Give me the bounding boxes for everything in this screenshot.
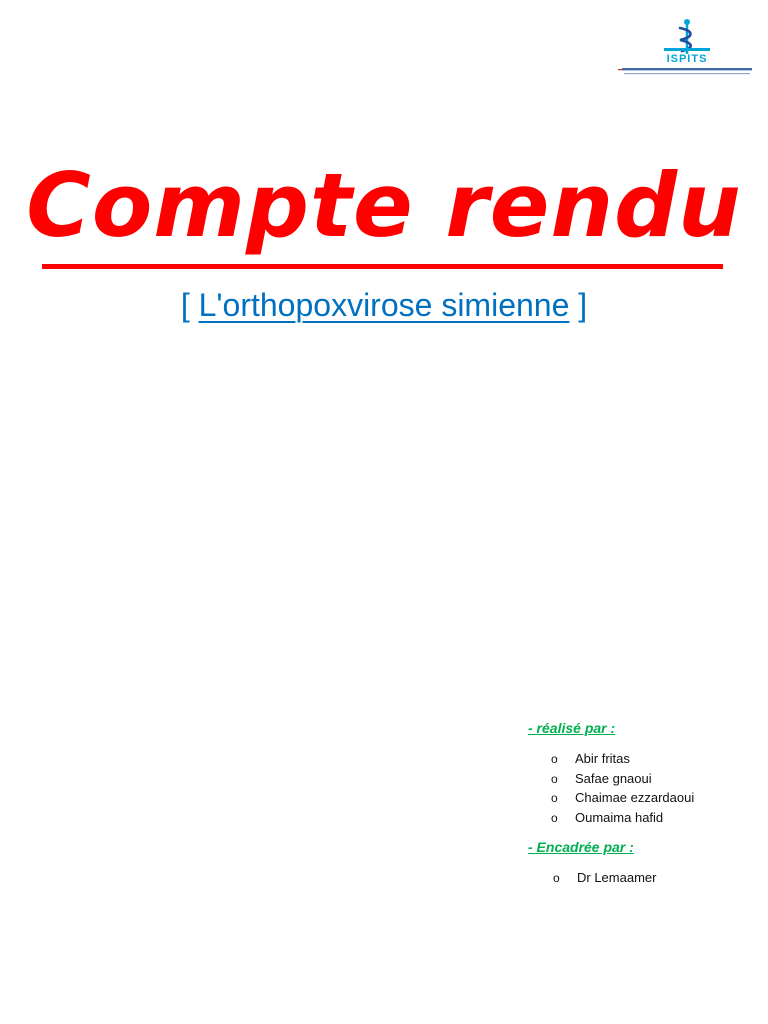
list-item [551,749,694,769]
realise-par-label: - réalisé par : [528,720,616,736]
bullet: o [551,771,558,786]
list-item [551,788,694,808]
supervisors-list [553,868,656,888]
subtitle-topic: L'orthopoxvirose simienne [198,287,570,323]
title-underline [42,264,723,269]
list-item [551,808,694,828]
subtitle-open-bracket: [ [180,287,190,323]
member-name: Safae gnaoui [575,770,652,786]
bullet: o [553,871,560,885]
page-title: Compte rendu [26,154,742,257]
list-item [553,868,656,888]
ispits-logo [618,18,756,84]
list-item [551,769,694,789]
member-name: Abir fritas [575,751,630,766]
bullet: o [551,791,558,805]
bullet: o [551,752,558,766]
member-name: Oumaima hafid [575,809,664,825]
subtitle-close-bracket: ] [578,287,588,323]
member-name: Chaimae ezzardaoui [575,790,695,805]
encadree-par-label: - Encadrée par : [528,839,634,855]
svg-text:ISPITS: ISPITS [666,53,708,65]
members-list [551,749,694,827]
bullet: o [551,810,558,825]
supervisor-name: Dr Lemaamer [577,870,657,885]
subtitle [0,289,768,321]
